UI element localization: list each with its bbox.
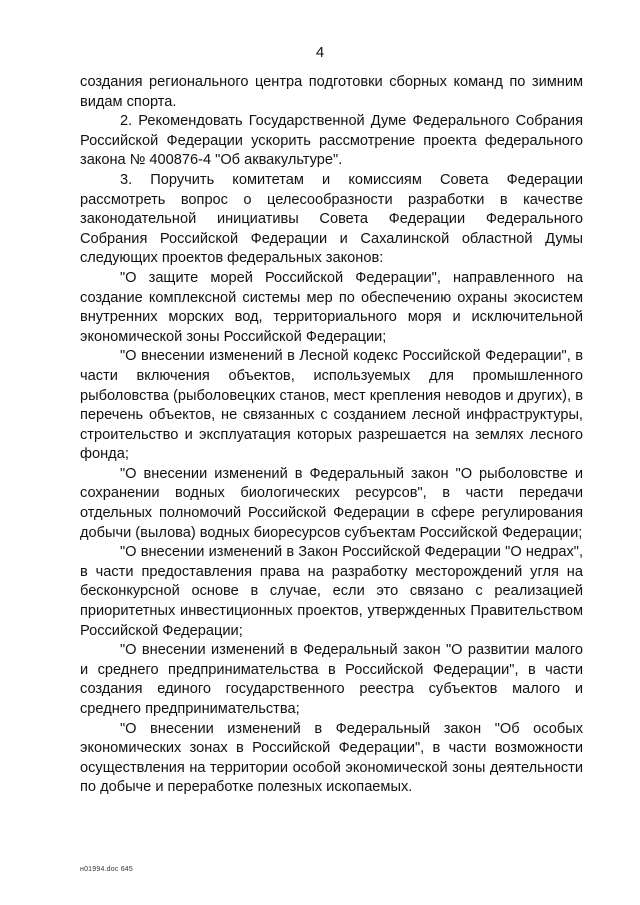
paragraph-continuation: создания регионального центра подготовки сборных команд по зимним видам спорта. (80, 74, 583, 110)
paragraph-law-forest-code: "О внесении изменений в Лесной кодекс Российской Федерации", в части включения объектов, используемых для промышленного рыболовства (рыболовецких станов, мест крепления неводов и других), в перечень объектов, не связанных с созданием лесной инфраструктуры, строительство и эксплуатация которых разрешается на землях лесного фонда; (80, 348, 583, 463)
paragraph-law-economic-zones: "О внесении изменений в Федеральный закон "Об особых экономических зонах в Российской Федерации", в части возможности осуществления на территории особой экономической зоны деятельности по добыче и переработке полезных ископаемых. (80, 720, 583, 796)
document-body (80, 73, 583, 798)
paragraph-item-3: 3. Поручить комитетам и комиссиям Совета Федерации рассмотреть вопрос о целесообразности разработки в качестве законодательной инициативы Совета Федерации Федерального Собрания Российской Федерации и Сахалинской областной Думы следующих проектов федеральных законов: (80, 171, 583, 267)
page-number: 4 (315, 44, 325, 61)
footer-document-code: н01994.doc 645 (80, 866, 133, 873)
paragraph-law-small-business: "О внесении изменений в Федеральный закон "О развитии малого и среднего предпринимательства в Российской Федерации", в части создания единого государственного реестра субъектов малого и среднего предпринимательства; (80, 642, 583, 717)
paragraph-law-seas: "О защите морей Российской Федерации", направленного на создание комплексной системы мер по обеспечению охраны экосистем внутренних морских вод, территориального моря и исключительной экономической зоны Российской Федерации; (80, 269, 583, 345)
paragraph-item-2: 2. Рекомендовать Государственной Думе Федерального Собрания Российской Федерации ускорить рассмотрение проекта федерального закона № 400876-4 "Об аквакультуре". (80, 113, 583, 169)
paragraph-law-fishery: "О внесении изменений в Федеральный закон "О рыболовстве и сохранении водных биологических ресурсов", в части передачи отдельных полномочий Российской Федерации в сфере регулирования добычи (вылова) водных биоресурсов субъектам Российской Федерации; (80, 465, 583, 541)
paragraph-law-subsoil: "О внесении изменений в Закон Российской Федерации "О недрах", в части предоставления права на разработку месторождений угля на бесконкурсной основе в случае, если это связано с реализацией приоритетных инвестиционных проектов, утвержденных Правительством Российской Федерации; (80, 544, 583, 639)
